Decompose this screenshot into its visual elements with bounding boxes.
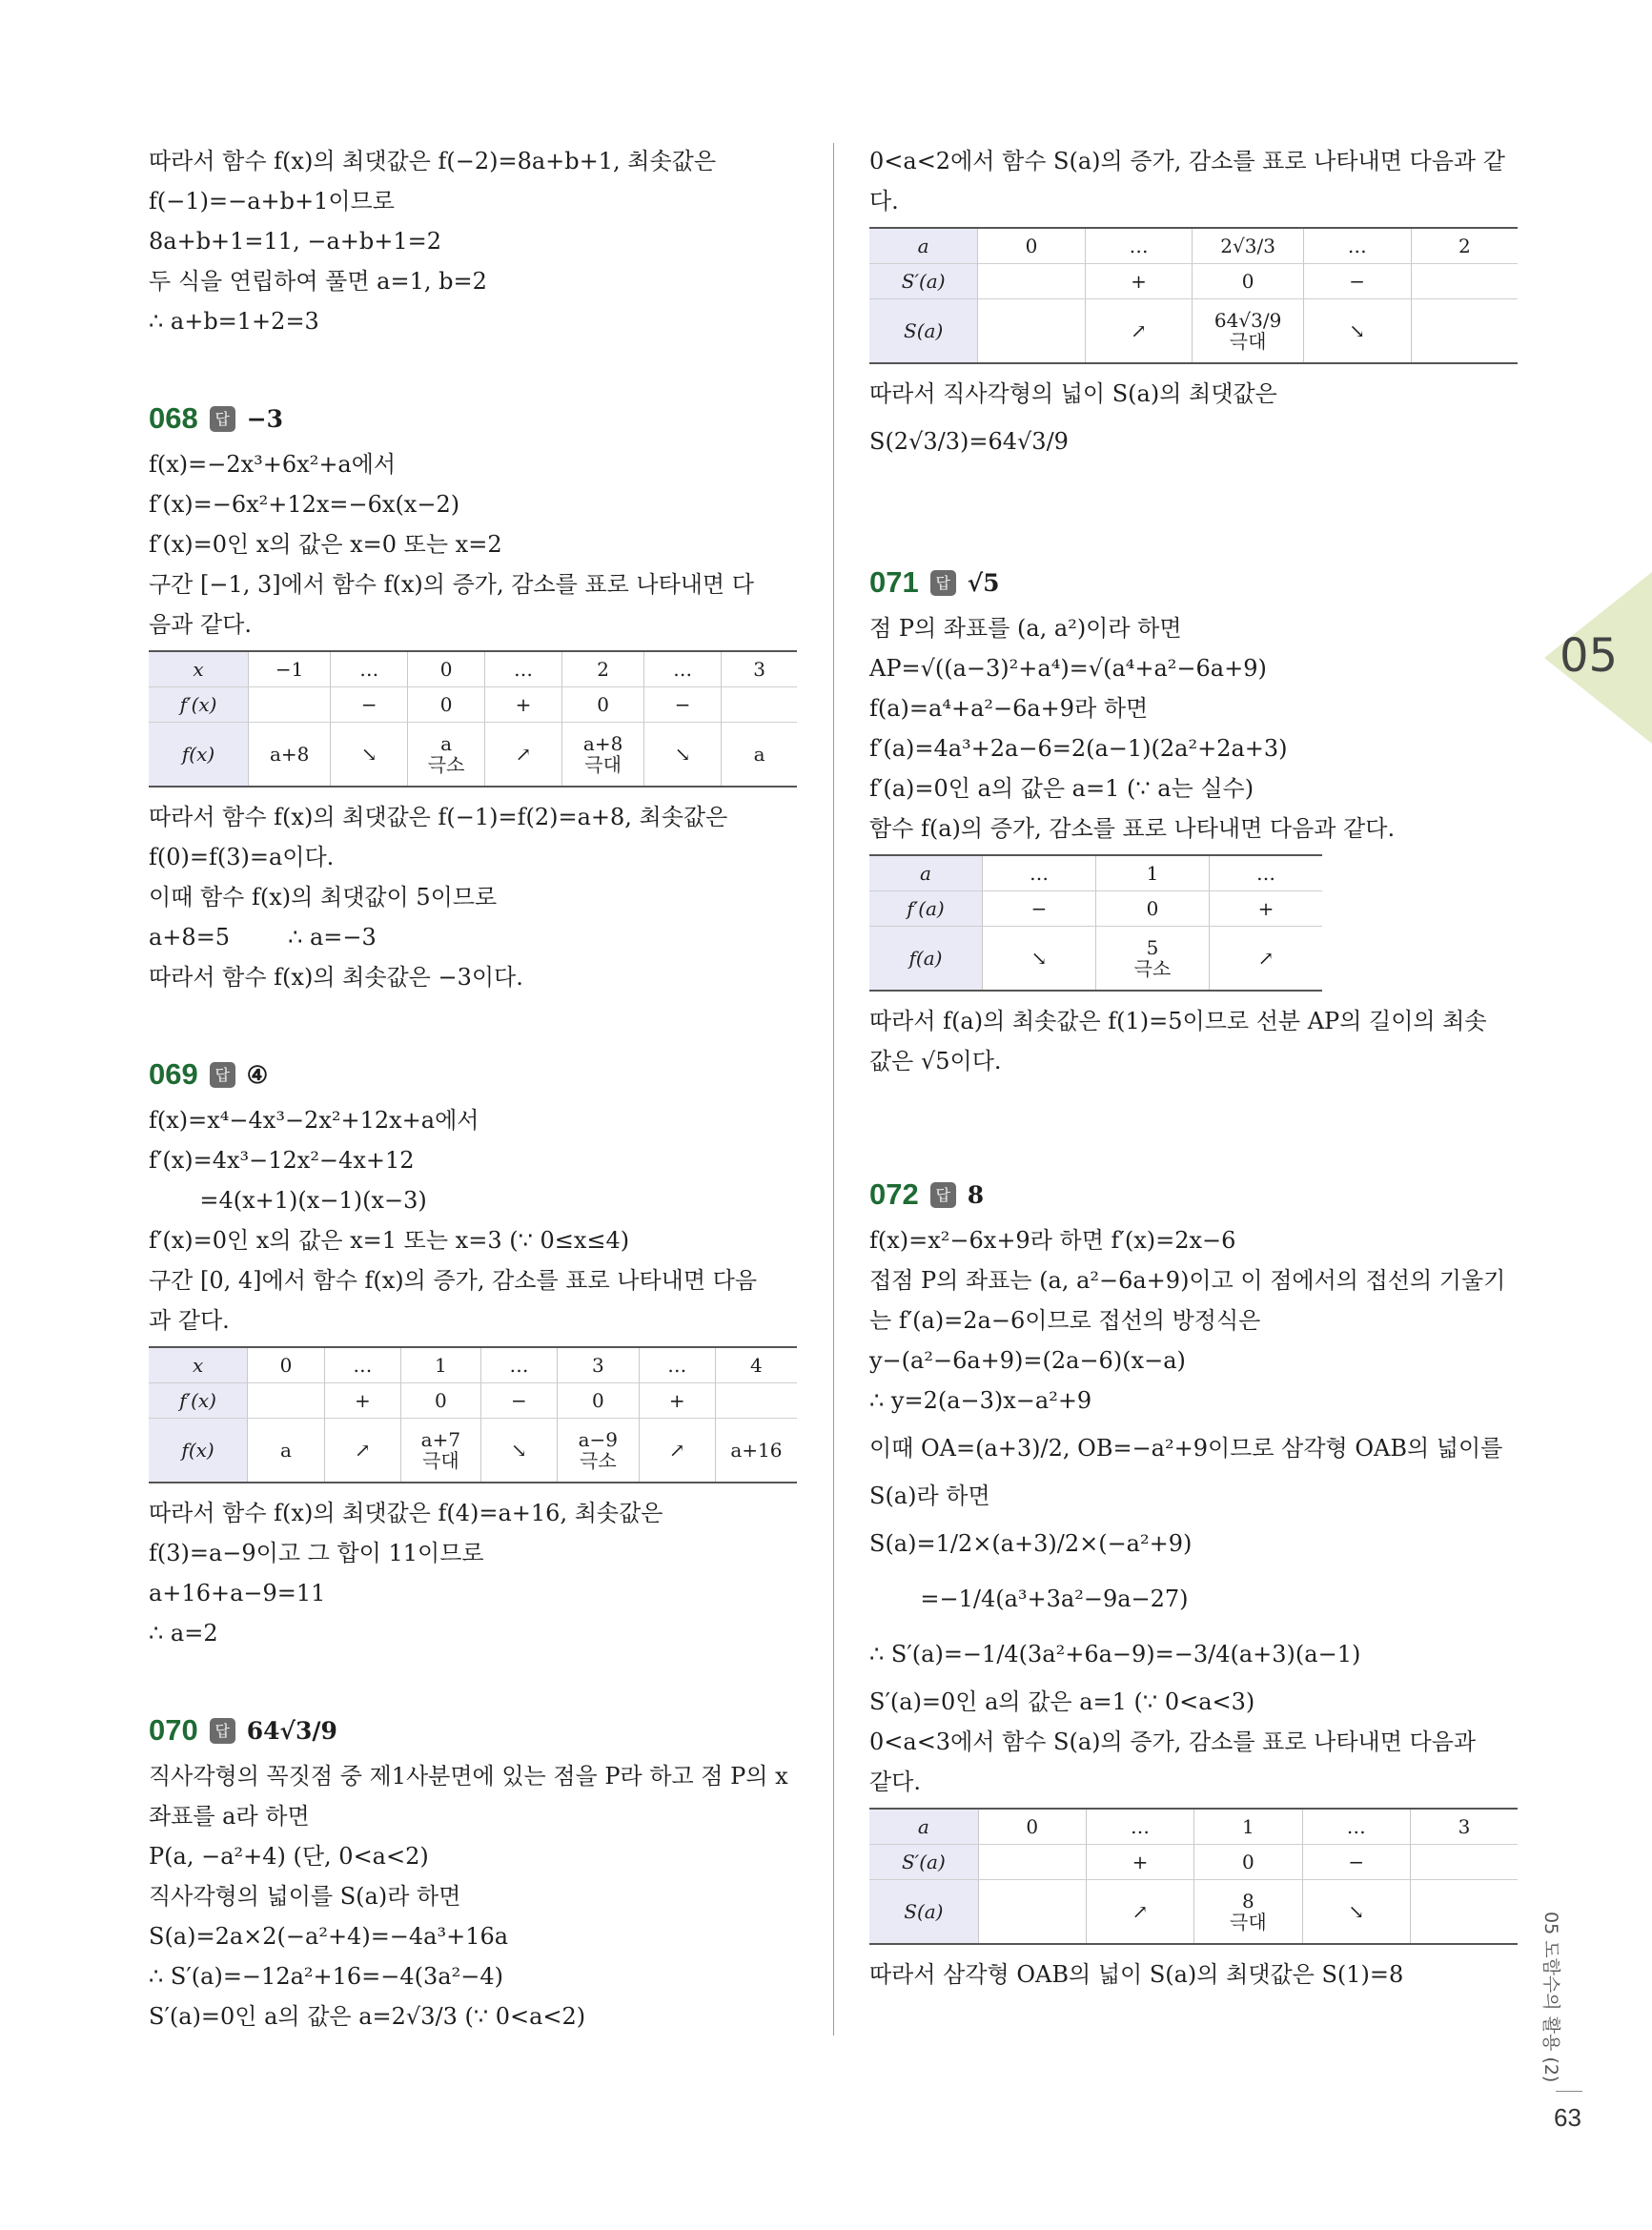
solution-line: 따라서 함수 f(x)의 최댓값은 f(−1)=f(2)=a+8, 최솟값은: [149, 804, 728, 830]
table-cell: ↘: [331, 723, 408, 788]
table-cell: …: [485, 651, 562, 687]
table-cell: 1: [1096, 855, 1210, 891]
right-column: [869, 141, 1518, 1995]
table-cell: [978, 299, 1085, 364]
problem-header: [869, 1171, 1518, 1218]
table-cell: [248, 1383, 325, 1419]
table-row-header: f′(x): [149, 1383, 248, 1419]
problem-069: [149, 1051, 797, 1653]
solution-line: 과 같다.: [149, 1307, 230, 1334]
problem-072: [869, 1171, 1518, 1995]
table-row: [149, 1419, 797, 1483]
problem-header: [149, 395, 797, 442]
table-cell: 1: [1194, 1809, 1302, 1845]
table-cell: 1: [400, 1347, 480, 1383]
solution-line: S′(a)=0인 a의 값은 a=2√3/3 (∵ 0<a<2): [149, 2003, 586, 2030]
intro-line: 따라서 함수 f(x)의 최댓값은 f(−2)=8a+b+1, 최솟값은: [149, 148, 717, 174]
table-cell: 3: [722, 651, 797, 687]
table-cell: +: [324, 1383, 400, 1419]
table-row: [869, 1880, 1518, 1945]
table-cell: +: [1086, 1845, 1193, 1880]
table-cell: ↘: [983, 927, 1096, 992]
solution-line: 다.: [869, 188, 899, 215]
answer-value: ④: [246, 1060, 269, 1089]
table-cell: −: [480, 1383, 557, 1419]
table-cell: 2√3/3: [1193, 228, 1303, 264]
variation-table: [869, 227, 1518, 364]
solution-line: 구간 [0, 4]에서 함수 f(x)의 증가, 감소를 표로 나타내면 다음: [149, 1267, 758, 1294]
table-cell: [1411, 264, 1518, 299]
solution-line: S(2√3/3)=64√3/9: [869, 428, 1069, 455]
table-cell: 8 극대: [1194, 1880, 1302, 1945]
solution-line: f′(x)=−6x²+12x=−6x(x−2): [149, 491, 460, 518]
table-cell: [1411, 1845, 1519, 1880]
solution-line: 는 f′(a)=2a−6이므로 접선의 방정식은: [869, 1307, 1261, 1334]
intro-line: 8a+b+1=11, −a+b+1=2: [149, 228, 441, 255]
solution-line: 직사각형의 넓이를 S(a)라 하면: [149, 1883, 461, 1910]
table-row: [869, 891, 1322, 927]
table-cell: a+7 극대: [400, 1419, 480, 1483]
table-cell: 0: [562, 687, 644, 723]
table-row-header: f′(a): [869, 891, 983, 927]
table-cell: [1411, 299, 1518, 364]
table-row-header: S′(a): [869, 1845, 978, 1880]
solution-line: f′(x)=4x³−12x²−4x+12: [149, 1147, 415, 1174]
table-cell: a+8 극대: [562, 723, 644, 788]
problem-header: [149, 1707, 797, 1754]
column-divider: [833, 143, 834, 2036]
table-row-header: f(a): [869, 927, 983, 992]
solution-line: ∴ y=2(a−3)x−a²+9: [869, 1387, 1092, 1414]
solution-line: 좌표를 a라 하면: [149, 1803, 310, 1830]
table-cell: 4: [715, 1347, 797, 1383]
problem-071: [869, 559, 1518, 1081]
solution-line: S(a)라 하면: [869, 1483, 990, 1509]
table-row: [869, 1809, 1518, 1845]
table-row-header: f(x): [149, 1419, 248, 1483]
table-cell: −: [644, 687, 722, 723]
table-cell: +: [639, 1383, 715, 1419]
table-row-header: a: [869, 228, 978, 264]
table-cell: +: [1085, 264, 1193, 299]
table-cell: 0: [978, 1809, 1086, 1845]
table-cell: …: [480, 1347, 557, 1383]
table-cell: 2: [562, 651, 644, 687]
solution-line: f′(x)=0인 x의 값은 x=0 또는 x=2: [149, 531, 502, 558]
table-row-header: x: [149, 1347, 248, 1383]
table-cell: −: [983, 891, 1096, 927]
table-cell: …: [983, 855, 1096, 891]
table-cell: [722, 687, 797, 723]
solution-line: S(a)=2a×2(−a²+4)=−4a³+16a: [149, 1923, 509, 1950]
variation-table: [149, 650, 797, 788]
table-cell: a: [722, 723, 797, 788]
table-cell: …: [1302, 1809, 1410, 1845]
table-cell: ↗: [485, 723, 562, 788]
solution-line: 직사각형의 꼭짓점 중 제1사분면에 있는 점을 P라 하고 점 P의 x: [149, 1763, 788, 1790]
table-row-header: S(a): [869, 1880, 978, 1945]
answer-value: −3: [246, 404, 284, 433]
problem-number: 070: [149, 1713, 198, 1747]
variation-table: [869, 854, 1322, 992]
table-row-header: S′(a): [869, 264, 978, 299]
answer-badge: 답: [930, 570, 956, 596]
solution-line: y−(a²−6a+9)=(2a−6)(x−a): [869, 1347, 1186, 1374]
solution-line: 음과 같다.: [149, 611, 252, 638]
table-cell: 5 극소: [1096, 927, 1210, 992]
solution-line: f′(a)=4a³+2a−6=2(a−1)(2a²+2a+3): [869, 735, 1288, 762]
table-cell: a+8: [249, 723, 331, 788]
answer-badge: 답: [210, 1062, 235, 1088]
solution-line: f(3)=a−9이고 그 합이 11이므로: [149, 1540, 484, 1566]
table-cell: …: [1086, 1809, 1193, 1845]
solution-line: 따라서 삼각형 OAB의 넓이 S(a)의 최댓값은 S(1)=8: [869, 1961, 1404, 1988]
table-cell: 0: [1096, 891, 1210, 927]
solution-line: 따라서 함수 f(x)의 최솟값은 −3이다.: [149, 964, 523, 991]
table-cell: ↗: [1086, 1880, 1193, 1945]
chapter-side-title: 05 도함수의 활용 (2): [1540, 1912, 1561, 2083]
solution-line: P(a, −a²+4) (단, 0<a<2): [149, 1843, 429, 1870]
table-cell: 64√3/9 극대: [1193, 299, 1303, 364]
solution-line: 따라서 함수 f(x)의 최댓값은 f(4)=a+16, 최솟값은: [149, 1500, 663, 1526]
solution-line: ∴ a=2: [149, 1620, 218, 1647]
table-row: [869, 299, 1518, 364]
table-cell: −: [331, 687, 408, 723]
table-cell: ↗: [1085, 299, 1193, 364]
variation-table: [869, 1808, 1518, 1945]
table-row-header: x: [149, 651, 249, 687]
table-cell: …: [644, 651, 722, 687]
solution-line: 이때 함수 f(x)의 최댓값이 5이므로: [149, 884, 498, 910]
table-cell: ↘: [1303, 299, 1411, 364]
table-cell: ↗: [1210, 927, 1323, 992]
table-row: [869, 264, 1518, 299]
problem-070: [149, 1707, 797, 2036]
solution-line: 0<a<3에서 함수 S(a)의 증가, 감소를 표로 나타내면 다음과: [869, 1729, 1477, 1755]
table-row: [149, 1383, 797, 1419]
table-cell: 0: [408, 687, 485, 723]
solution-line: 같다.: [869, 1769, 921, 1795]
table-cell: 3: [1411, 1809, 1519, 1845]
solution-line: a+16+a−9=11: [149, 1580, 326, 1606]
problem-header: [869, 559, 1518, 606]
left-column: [149, 141, 797, 2036]
answer-value: 8: [967, 1180, 985, 1209]
table-cell: +: [485, 687, 562, 723]
solution-line: f(x)=x²−6x+9라 하면 f′(x)=2x−6: [869, 1227, 1236, 1254]
solution-line: ∴ S′(a)=−12a²+16=−4(3a²−4): [149, 1963, 503, 1990]
intro-line: f(−1)=−a+b+1이므로: [149, 188, 395, 215]
table-row: [869, 855, 1322, 891]
table-cell: 0: [400, 1383, 480, 1419]
table-row: [149, 651, 797, 687]
solution-line: 값은 √5이다.: [869, 1048, 1002, 1074]
table-cell: 3: [558, 1347, 640, 1383]
table-row-header: f(x): [149, 723, 249, 788]
solution-line: f(0)=f(3)=a이다.: [149, 844, 335, 870]
solution-line: f(a)=a⁴+a²−6a+9라 하면: [869, 695, 1149, 722]
table-cell: 0: [558, 1383, 640, 1419]
table-row: [149, 1347, 797, 1383]
page-number: 63: [1554, 2103, 1581, 2132]
answer-badge: 답: [210, 1718, 235, 1744]
table-row: [869, 228, 1518, 264]
table-cell: 0: [1193, 264, 1303, 299]
table-cell: 0: [248, 1347, 325, 1383]
table-cell: …: [324, 1347, 400, 1383]
table-cell: …: [1210, 855, 1323, 891]
table-row-header: S(a): [869, 299, 978, 364]
table-cell: ↘: [1302, 1880, 1410, 1945]
chapter-tab-number: 05: [1560, 629, 1619, 683]
problem-number: 071: [869, 565, 919, 599]
solution-line: a+8=5 ∴ a=−3: [149, 924, 377, 951]
table-row: [869, 1845, 1518, 1880]
intro-line: ∴ a+b=1+2=3: [149, 308, 319, 335]
table-row-header: f′(x): [149, 687, 249, 723]
solution-line: =4(x+1)(x−1)(x−3): [149, 1187, 427, 1214]
variation-table: [149, 1346, 797, 1483]
table-cell: [978, 1845, 1086, 1880]
table-cell: 0: [408, 651, 485, 687]
solution-line: f(x)=x⁴−4x³−2x²+12x+a에서: [149, 1107, 479, 1134]
problem-068: [149, 395, 797, 997]
table-cell: ↗: [324, 1419, 400, 1483]
solution-line: 0<a<2에서 함수 S(a)의 증가, 감소를 표로 나타내면 다음과 같: [869, 148, 1505, 174]
solution-line: f′(x)=0인 x의 값은 x=1 또는 x=3 (∵ 0≤x≤4): [149, 1227, 630, 1254]
table-cell: [978, 1880, 1086, 1945]
solution-line: 이때 OA=(a+3)/2, OB=−a²+9이므로 삼각형 OAB의 넓이를: [869, 1435, 1503, 1462]
problem-number: 069: [149, 1057, 198, 1091]
solution-line: f′(a)=0인 a의 값은 a=1 (∵ a는 실수): [869, 775, 1254, 802]
page-number-rule: [1556, 2091, 1582, 2092]
table-cell: ↘: [644, 723, 722, 788]
table-cell: 0: [978, 228, 1085, 264]
table-row-header: a: [869, 1809, 978, 1845]
table-cell: −: [1303, 264, 1411, 299]
answer-value: 64√3/9: [246, 1716, 337, 1745]
solution-line: 따라서 f(a)의 최솟값은 f(1)=5이므로 선분 AP의 길이의 최솟: [869, 1008, 1487, 1034]
table-cell: …: [639, 1347, 715, 1383]
table-cell: −: [1302, 1845, 1410, 1880]
table-row: [149, 687, 797, 723]
table-cell: 0: [1194, 1845, 1302, 1880]
table-cell: a−9 극소: [558, 1419, 640, 1483]
table-cell: a: [248, 1419, 325, 1483]
solution-line: AP=√((a−3)²+a⁴)=√(a⁴+a²−6a+9): [869, 655, 1267, 682]
solution-line: ∴ S′(a)=−1/4(3a²+6a−9)=−3/4(a+3)(a−1): [869, 1641, 1361, 1667]
intro-line: 두 식을 연립하여 풀면 a=1, b=2: [149, 268, 487, 295]
solution-line: S′(a)=0인 a의 값은 a=1 (∵ 0<a<3): [869, 1688, 1255, 1715]
table-row-header: a: [869, 855, 983, 891]
table-cell: −1: [249, 651, 331, 687]
table-cell: [249, 687, 331, 723]
table-cell: …: [331, 651, 408, 687]
table-cell: ↘: [480, 1419, 557, 1483]
table-row: [869, 927, 1322, 992]
solution-line: S(a)=1/2×(a+3)/2×(−a²+9): [869, 1530, 1193, 1557]
problem-070-continued: [869, 141, 1518, 469]
solution-line: 구간 [−1, 3]에서 함수 f(x)의 증가, 감소를 표로 나타내면 다: [149, 571, 754, 598]
table-cell: …: [1085, 228, 1193, 264]
answer-badge: 답: [930, 1182, 956, 1208]
problem-number: 072: [869, 1177, 919, 1211]
answer-value: √5: [967, 568, 1000, 597]
table-cell: a 극소: [408, 723, 485, 788]
solution-line: f(x)=−2x³+6x²+a에서: [149, 451, 397, 478]
solution-line: 따라서 직사각형의 넓이 S(a)의 최댓값은: [869, 380, 1277, 407]
intro-block: [149, 141, 797, 341]
table-cell: [1411, 1880, 1519, 1945]
table-cell: [978, 264, 1085, 299]
problem-header: [149, 1051, 797, 1098]
solution-line: =−1/4(a³+3a²−9a−27): [869, 1586, 1189, 1612]
answer-badge: 답: [210, 406, 235, 432]
table-row: [149, 723, 797, 788]
solution-line: 점 P의 좌표를 (a, a²)이라 하면: [869, 615, 1182, 642]
table-cell: 2: [1411, 228, 1518, 264]
table-cell: [715, 1383, 797, 1419]
problem-number: 068: [149, 401, 198, 435]
table-cell: a+16: [715, 1419, 797, 1483]
solution-line: 함수 f(a)의 증가, 감소를 표로 나타내면 다음과 같다.: [869, 815, 1396, 842]
solution-line: 접점 P의 좌표는 (a, a²−6a+9)이고 이 점에서의 접선의 기울기: [869, 1267, 1506, 1294]
table-cell: ↗: [639, 1419, 715, 1483]
table-cell: …: [1303, 228, 1411, 264]
table-cell: +: [1210, 891, 1323, 927]
